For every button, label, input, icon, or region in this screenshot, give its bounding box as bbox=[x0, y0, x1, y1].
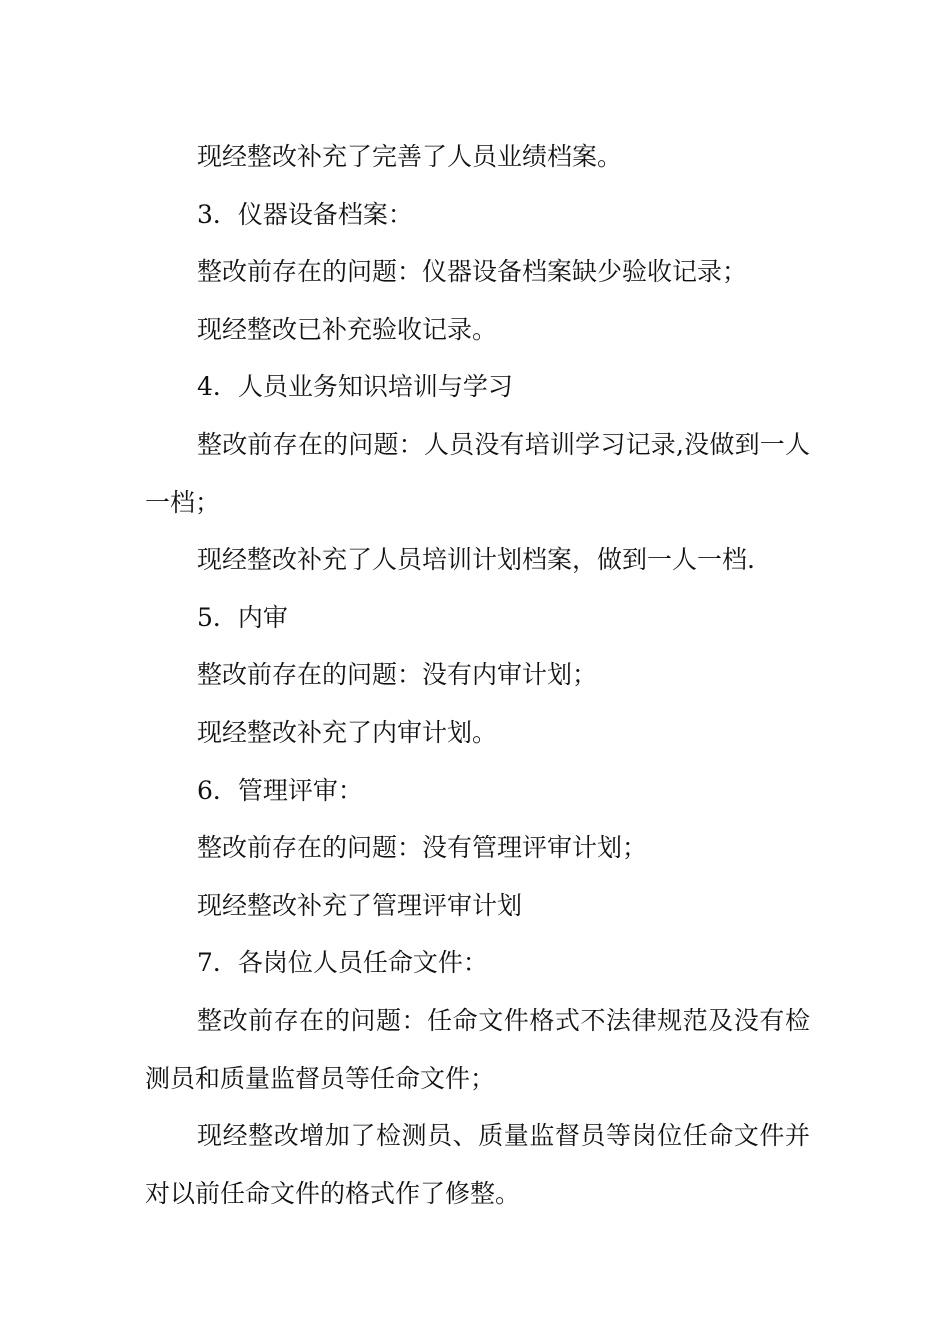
paragraph-equipment-fixed: 现经整改已补充验收记录。 bbox=[197, 314, 498, 344]
heading-training: 4．人员业务知识培训与学习 bbox=[197, 372, 513, 402]
paragraph-internal-audit-fixed: 现经整改补充了内审计划。 bbox=[197, 717, 498, 747]
heading-appointment-documents: 7．各岗位人员任命文件： bbox=[197, 948, 488, 978]
heading-management-review: 6．管理评审： bbox=[197, 775, 363, 805]
paragraph-appointment-fixed: 现经整改增加了检测员、质量监督员等岗位任命文件并对以前任命文件的格式作了修整。 bbox=[145, 1121, 810, 1208]
heading-equipment-archive: 3．仪器设备档案： bbox=[197, 199, 413, 229]
paragraph-management-review-fixed: 现经整改补充了管理评审计划 bbox=[197, 890, 523, 920]
paragraph-management-review-problem: 整改前存在的问题：没有管理评审计划； bbox=[197, 833, 648, 863]
paragraph-training-fixed: 现经整改补充了人员培训计划档案，做到一人一档. bbox=[197, 545, 755, 575]
paragraph-internal-audit-problem: 整改前存在的问题：没有内审计划； bbox=[197, 660, 598, 690]
paragraph-training-problem: 整改前存在的问题：人员没有培训学习记录,没做到一人一档； bbox=[145, 429, 810, 517]
paragraph-appointment-problem: 整改前存在的问题：任命文件格式不法律规范及没有检测员和质量监督员等任命文件； bbox=[145, 1005, 810, 1093]
document-body bbox=[145, 128, 810, 1222]
heading-internal-audit: 5．内审 bbox=[197, 602, 288, 632]
paragraph-personnel-performance-fixed: 现经整改补充了完善了人员业绩档案。 bbox=[197, 142, 623, 171]
paragraph-equipment-problem: 整改前存在的问题：仪器设备档案缺少验收记录； bbox=[197, 257, 748, 287]
